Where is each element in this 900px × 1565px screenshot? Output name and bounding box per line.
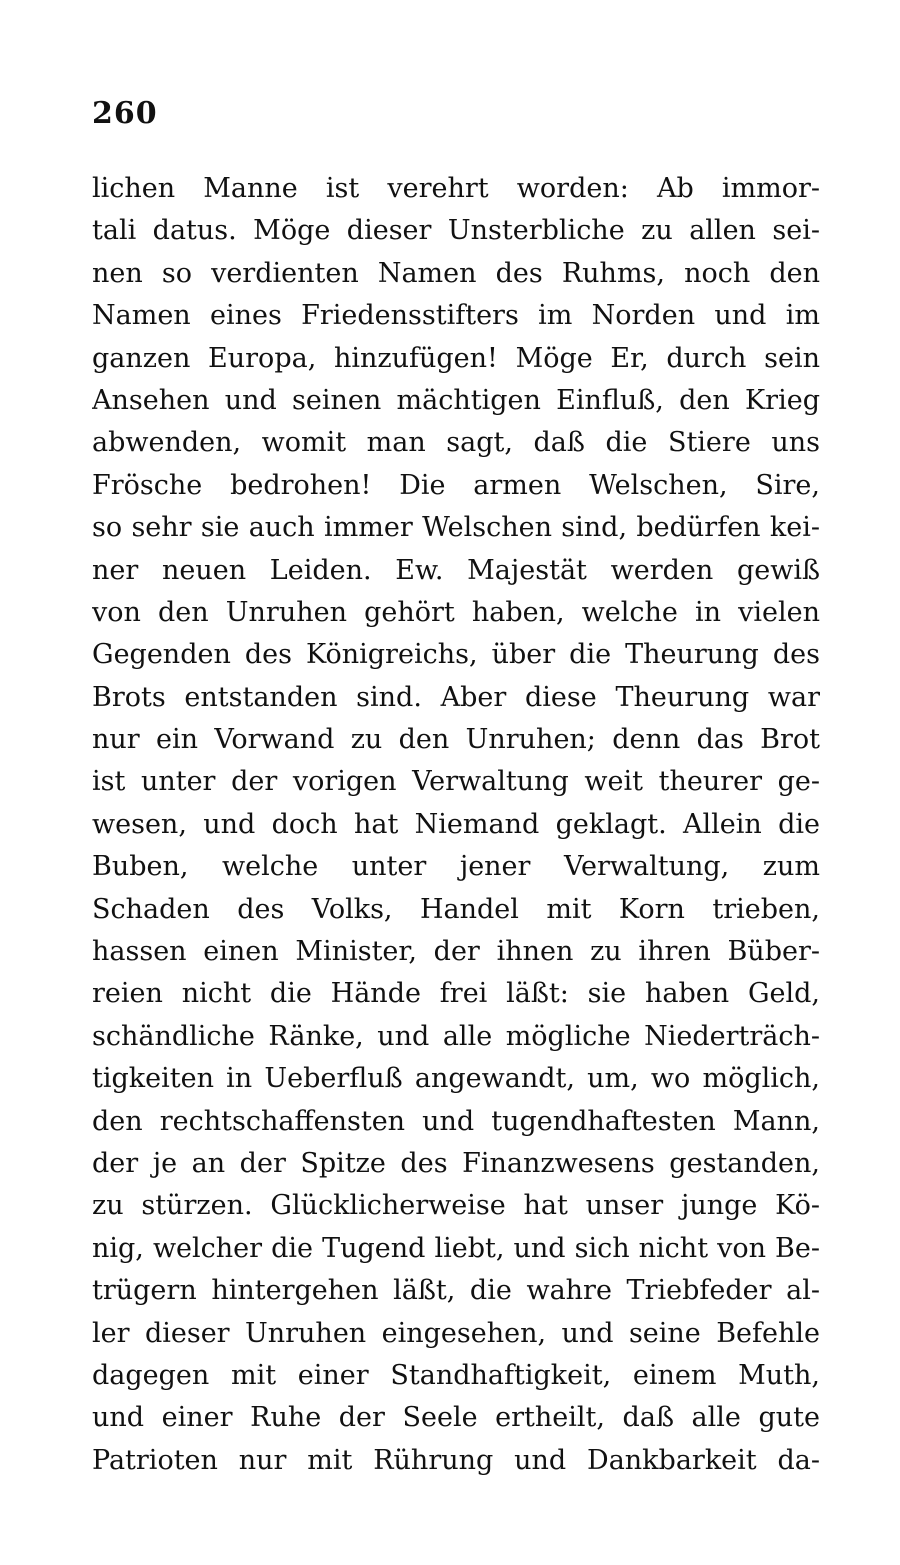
text-line: von den Unruhen gehört haben, welche in vielen [92, 596, 820, 628]
text-line: dagegen mit einer Standhaftigkeit, einem Muth, [92, 1359, 820, 1391]
text-line: hassen einen Minister, der ihnen zu ihren Büber- [92, 936, 820, 968]
text-line: Ansehen und seinen mächtigen Einfluß, den Krieg [92, 384, 820, 416]
text-line: tali datus. Möge dieser Unsterbliche zu allen sei- [92, 215, 820, 247]
text-line: ler dieser Unruhen eingesehen, und seine Befehle [92, 1317, 820, 1349]
text-line: und einer Ruhe der Seele ertheilt, daß alle gute [92, 1402, 820, 1434]
text-line: ist unter der vorigen Verwaltung weit theurer ge- [92, 766, 820, 798]
text-line: Patrioten nur mit Rührung und Dankbarkeit da- [92, 1444, 820, 1476]
text-line: Gegenden des Königreichs, über die Theurung des [92, 639, 820, 671]
text-line: Frösche bedrohen! Die armen Welschen, Sire, [92, 469, 820, 501]
text-line: reien nicht die Hände frei läßt: sie haben Geld, [92, 978, 820, 1010]
text-line: so sehr sie auch immer Welschen sind, bedürfen kei- [92, 512, 820, 544]
text-line: nen so verdienten Namen des Ruhms, noch den [92, 257, 820, 289]
text-line: trügern hintergehen läßt, die wahre Triebfeder al- [92, 1275, 820, 1307]
text-line: nig, welcher die Tugend liebt, und sich nicht von Be- [92, 1232, 820, 1264]
body-text [92, 168, 820, 1482]
text-line: tigkeiten in Ueberfluß angewandt, um, wo möglich, [92, 1063, 820, 1095]
text-line: ner neuen Leiden. Ew. Majestät werden gewiß [92, 554, 820, 586]
page-number: 260 [92, 96, 158, 131]
text-line: wesen, und doch hat Niemand geklagt. Allein die [92, 808, 820, 840]
text-line: Buben, welche unter jener Verwaltung, zum [92, 851, 820, 883]
text-line: zu stürzen. Glücklicherweise hat unser junge Kö- [92, 1190, 820, 1222]
text-line: Schaden des Volks, Handel mit Korn trieben, [92, 893, 820, 925]
text-line: ganzen Europa, hinzufügen! Möge Er, durch sein [92, 342, 820, 374]
text-line: nur ein Vorwand zu den Unruhen; denn das Brot [92, 724, 820, 756]
text-line: schändliche Ränke, und alle mögliche Niederträch- [92, 1020, 820, 1052]
text-line: abwenden, womit man sagt, daß die Stiere uns [92, 427, 820, 459]
text-line: Brots entstanden sind. Aber diese Theurung war [92, 681, 820, 713]
text-line: lichen Manne ist verehrt worden: Ab immor- [92, 173, 820, 204]
text-line: Namen eines Friedensstifters im Norden und im [92, 300, 820, 332]
text-line: den rechtschaffensten und tugendhaftesten Mann, [92, 1105, 820, 1137]
text-line: der je an der Spitze des Finanzwesens gestanden, [92, 1147, 820, 1179]
